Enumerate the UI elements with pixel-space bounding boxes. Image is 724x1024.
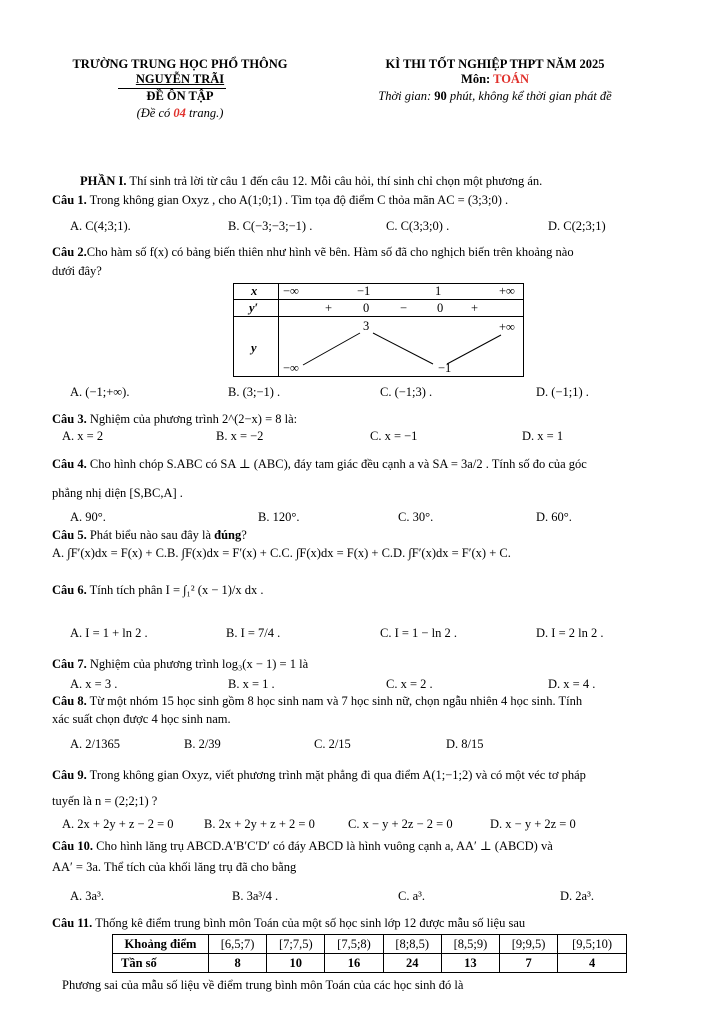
page-count: (Đề có 04 trang.)	[136, 106, 224, 120]
q9-option-d: D. x − y + 2z = 0	[490, 817, 576, 831]
table-cell: [8,5;9)	[441, 935, 499, 954]
table-cell: 4	[558, 954, 627, 973]
var-y-value: −1	[438, 361, 452, 375]
q7-option-b: B. x = 1 .	[228, 677, 275, 691]
q1-option-b: B. C(−3;−3;−1) .	[228, 219, 313, 233]
part1-intro: PHẦN I. Thí sinh trả lời từ câu 1 đến câu 12. Mỗi câu hỏi, thí sinh chỉ chọn một phương án.	[80, 174, 543, 188]
q8-option-a: A. 2/1365	[70, 737, 120, 751]
table-cell: [7,5;8)	[325, 935, 383, 954]
var-y-value: +∞	[499, 320, 515, 334]
q6-option-a: A. I = 1 + ln 2 .	[70, 626, 148, 640]
header-divider	[118, 88, 226, 89]
var-yprime-label: y′	[249, 301, 259, 315]
q10-stem-line2: AA′ = 3a. Thể tích của khối lăng trụ đã cho bằng	[52, 860, 297, 874]
q8-option-d: D. 8/15	[446, 737, 484, 751]
q1-stem: Câu 1. Trong không gian Oxyz , cho A(1;0;1) . Tìm tọa độ điểm C thỏa mãn AC = (3;3;0) .	[52, 193, 509, 207]
table-cell: [6,5;7)	[209, 935, 267, 954]
table-row	[113, 954, 627, 973]
table-cell: [8;8,5)	[383, 935, 441, 954]
q5-options: A. ∫F′(x)dx = F(x) + C.B. ∫F(x)dx = F′(x) + C.C. ∫F(x)dx = F(x) + C.D. ∫F′(x)dx = F′(x) + C.	[52, 546, 511, 560]
subject-line: Môn: TOÁN	[461, 72, 529, 86]
q6-option-d: D. I = 2 ln 2 .	[536, 626, 604, 640]
table-cell: 8	[209, 954, 267, 973]
q8-stem: Câu 8. Từ một nhóm 15 học sinh gồm 8 học sinh nam và 7 học sinh nữ, chọn ngẫu nhiên 4 học sinh. Tính	[52, 694, 583, 708]
arrow-up-2	[447, 335, 501, 364]
var-sign: 0	[437, 301, 444, 315]
school-name: NGUYỄN TRÃI	[135, 72, 225, 86]
q4-option-d: D. 60°.	[536, 510, 572, 524]
q5-stem: Câu 5. Phát biểu nào sau đây là đúng?	[52, 528, 247, 542]
table-row	[113, 935, 627, 954]
page-count-number: 04	[173, 106, 186, 120]
q8-option-b: B. 2/39	[184, 737, 221, 751]
table-cell: 16	[325, 954, 383, 973]
q2-option-a: A. (−1;+∞).	[70, 385, 130, 399]
q6-option-c: C. I = 1 − ln 2 .	[380, 626, 457, 640]
var-sign: +	[471, 301, 479, 315]
arrow-down	[373, 333, 433, 364]
table-header-cell: Tần số	[113, 954, 209, 973]
subject-name: TOÁN	[493, 72, 529, 86]
q4-stem-line2: phẳng nhị diện [S,BC,A] .	[52, 486, 183, 500]
q9-stem-line2: tuyến là n = (2;2;1) ?	[52, 794, 158, 808]
q1-option-c: C. C(3;3;0) .	[386, 219, 450, 233]
q10-stem: Câu 10. Cho hình lăng trụ ABCD.A′B′C′D′ có đáy ABCD là hình vuông cạnh a, AA′ ⊥ (ABCD) và	[52, 839, 553, 853]
q2-option-b: B. (3;−1) .	[228, 385, 281, 399]
var-x-value: 1	[435, 284, 442, 298]
q9-stem: Câu 9. Trong không gian Oxyz, viết phương trình mặt phẳng đi qua điểm A(1;−1;2) và có một véc tơ pháp	[52, 768, 586, 782]
doc-type: ĐỀ ÔN TẬP	[146, 89, 214, 103]
q10-option-c: C. a³.	[398, 889, 426, 903]
q9-option-c: C. x − y + 2z − 2 = 0	[348, 817, 453, 831]
q1-option-d: D. C(2;3;1)	[548, 219, 606, 233]
q3-option-b: B. x = −2	[216, 429, 264, 443]
arrow-up-1	[303, 333, 360, 365]
table-cell: 7	[500, 954, 558, 973]
var-y-label: y	[251, 341, 257, 355]
var-sign: +	[325, 301, 333, 315]
q6-option-b: B. I = 7/4 .	[226, 626, 281, 640]
q2-stem-line2: dưới đây?	[52, 264, 102, 278]
q9-option-a: A. 2x + 2y + z − 2 = 0	[62, 817, 174, 831]
q11-question: Phương sai của mẫu số liệu về điểm trung bình môn Toán của các học sinh đó là	[62, 978, 464, 992]
q4-option-a: A. 90°.	[70, 510, 106, 524]
q1-option-a: A. C(4;3;1).	[70, 219, 131, 233]
table-cell: [9,5;10)	[558, 935, 627, 954]
variation-table	[233, 283, 524, 377]
var-x-value: −∞	[283, 284, 299, 298]
table-cell: 24	[383, 954, 441, 973]
q3-option-d: D. x = 1	[522, 429, 564, 443]
time-line: Thời gian: 90 phút, không kể thời gian phát đề	[378, 89, 612, 103]
variation-table-grid	[233, 283, 524, 377]
q8-option-c: C. 2/15	[314, 737, 351, 751]
table-header-cell: Khoảng điểm	[113, 935, 209, 954]
q3-stem: Câu 3. Nghiệm của phương trình 2^(2−x) = 8 là:	[52, 412, 298, 426]
var-y-value: −∞	[283, 361, 299, 375]
school-name-line2	[40, 72, 320, 87]
q3-option-c: C. x = −1	[370, 429, 418, 443]
q7-option-d: D. x = 4 .	[548, 677, 596, 691]
q8-stem-line2: xác suất chọn được 4 học sinh nam.	[52, 712, 231, 726]
q3-option-a: A. x = 2	[62, 429, 104, 443]
exam-title: KÌ THI TỐT NGHIỆP THPT NĂM 2025	[385, 57, 605, 71]
var-x-label: x	[251, 284, 258, 298]
q4-option-b: B. 120°.	[258, 510, 300, 524]
var-x-value: +∞	[499, 284, 515, 298]
table-cell: [9;9,5)	[500, 935, 558, 954]
q9-option-b: B. 2x + 2y + z + 2 = 0	[204, 817, 315, 831]
q6-stem: Câu 6. Tính tích phân I = ∫₁² (x − 1)/x dx .	[52, 583, 264, 597]
q7-option-c: C. x = 2 .	[386, 677, 433, 691]
q4-option-c: C. 30°.	[398, 510, 434, 524]
q10-option-b: B. 3a³/4 .	[232, 889, 279, 903]
table-cell: 13	[441, 954, 499, 973]
q2-stem: Câu 2.Cho hàm số f(x) có bảng biến thiên như hình vẽ bên. Hàm số đã cho nghịch biến trên khoảng nào	[52, 245, 574, 259]
q11-stem: Câu 11. Thống kê điểm trung bình môn Toán của một số học sinh lớp 12 được mẫu số liệu sau	[52, 916, 526, 930]
var-sign: −	[400, 301, 408, 315]
q7-option-a: A. x = 3 .	[70, 677, 118, 691]
q7-stem: Câu 7. Nghiệm của phương trình log₃(x − 1) = 1 là	[52, 657, 309, 671]
q2-option-d: D. (−1;1) .	[536, 385, 589, 399]
table-cell: [7;7,5)	[267, 935, 325, 954]
var-x-value: −1	[357, 284, 371, 298]
school-name-line1: TRƯỜNG TRUNG HỌC PHỔ THÔNG	[72, 57, 288, 71]
q4-stem: Câu 4. Cho hình chóp S.ABC có SA ⊥ (ABC), đáy tam giác đều cạnh a và SA = 3a/2 . Tính số đo của góc	[52, 457, 587, 471]
q10-option-a: A. 3a³.	[70, 889, 104, 903]
q2-option-c: C. (−1;3) .	[380, 385, 433, 399]
frequency-table	[112, 934, 627, 973]
var-sign: 0	[363, 301, 370, 315]
q10-option-d: D. 2a³.	[560, 889, 594, 903]
var-y-value: 3	[363, 319, 370, 333]
table-cell: 10	[267, 954, 325, 973]
